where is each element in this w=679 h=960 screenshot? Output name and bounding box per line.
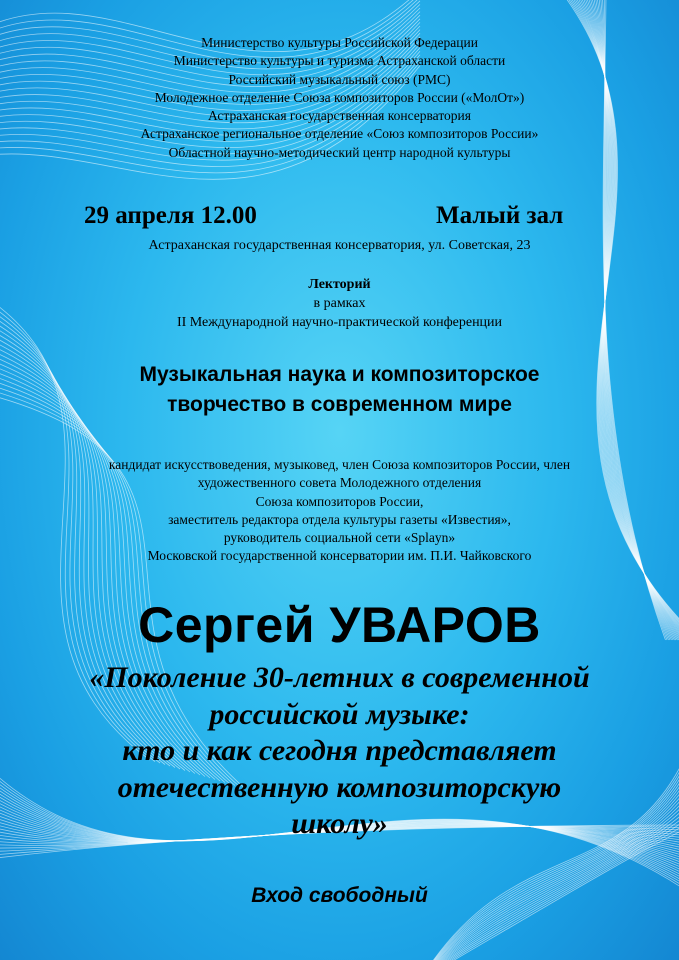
lecture-block [0, 275, 679, 332]
event-address: Астраханская государственная консерватория, ул. Советская, 23 [148, 238, 531, 253]
conference-title-line: творчество в современном мире [167, 393, 512, 416]
conference-title [0, 360, 679, 420]
organizer-line: Российский музыкальный союз (РМС) [228, 71, 451, 87]
talk-title-line: отечественную композиторскую [117, 770, 562, 804]
speaker-bio [0, 456, 679, 566]
speaker-bio-line: руководитель социальной сети «Splayn» [223, 530, 456, 546]
organizer-line: Молодежное отделение Союза композиторов России («МолОт») [154, 89, 525, 105]
talk-title-line: «Поколение 30-летних в современной [89, 661, 590, 694]
talk-title-line: кто и как сегодня представляет [122, 734, 557, 767]
talk-title [0, 660, 679, 843]
speaker-bio-line: кандидат искусствоведения, музыковед, член Союза композиторов России, член [108, 457, 571, 472]
organizer-line: Министерство культуры и туризма Астраханской области [173, 53, 506, 69]
speaker-bio-line: заместитель редактора отдела культуры газеты «Известия», [168, 511, 511, 527]
free-entry-note: Вход свободный [251, 884, 428, 907]
organizers-list [0, 34, 679, 162]
lecture-title: Лекторий [308, 277, 371, 292]
conference-title-line: Музыкальная наука и композиторское [139, 363, 540, 386]
talk-title-line: российской музыке: [209, 697, 470, 731]
lecture-conference: II Международной научно-практической конференции [176, 315, 503, 330]
speaker-bio-line: Московской государственной консерватории им. П.И. Чайковского [147, 548, 532, 564]
event-hall: Малый зал [436, 202, 564, 229]
organizer-line: Астраханское региональное отделение «Союз композиторов России» [140, 126, 539, 142]
speaker-bio-line: Союза композиторов России, [255, 493, 424, 509]
organizer-line: Министерство культуры Российской Федерации [201, 35, 478, 50]
speaker-bio-line: художественного совета Молодежного отделения [197, 475, 482, 491]
event-date-time: 29 апреля 12.00 [84, 202, 257, 229]
lecture-within: в рамках [313, 296, 366, 311]
talk-title-line: школу» [291, 807, 388, 840]
organizer-line: Областной научно-методический центр народной культуры [168, 144, 511, 160]
speaker-name: Сергей УВАРОВ [138, 597, 541, 653]
organizer-line: Астраханская государственная консерватория [208, 108, 471, 124]
